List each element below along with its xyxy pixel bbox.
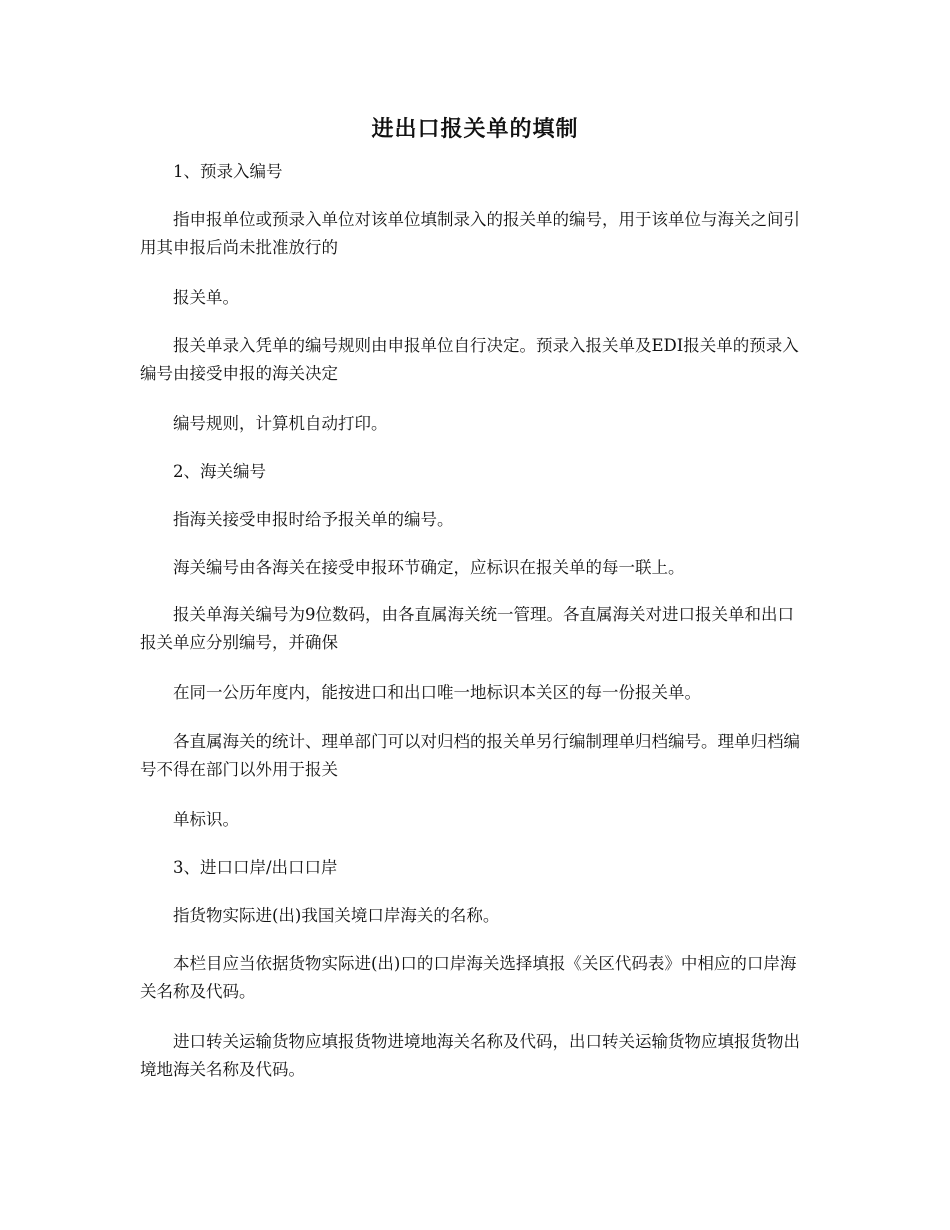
paragraph: 指货物实际进(出)我国关境口岸海关的名称。	[173, 906, 500, 925]
paragraph: 海关编号由各海关在接受申报环节确定，应标识在报关单的每一联上。	[173, 558, 685, 577]
paragraph: 本栏目应当依据货物实际进(出)口的口岸海关选择填报《关区代码表》中相应的口岸海关名称及代码。	[140, 954, 797, 1001]
paragraph-heading-2: 2、海关编号	[173, 462, 266, 481]
paragraph: 报关单录入凭单的编号规则由申报单位自行决定。预录入报关单及EDI报关单的预录入编号由接受申报的海关决定	[140, 336, 799, 383]
paragraph: 单标识。	[173, 810, 239, 829]
paragraph: 在同一公历年度内，能按进口和出口唯一地标识本关区的每一份报关单。	[173, 683, 701, 702]
paragraph: 报关单海关编号为9位数码，由各直属海关统一管理。各直属海关对进口报关单和出口报关单应分别编号，并确保	[140, 605, 794, 652]
paragraph: 指海关接受申报时给予报关单的编号。	[173, 510, 454, 529]
document-title: 进出口报关单的填制	[371, 116, 579, 142]
paragraph: 各直属海关的统计、理单部门可以对归档的报关单另行编制理单归档编号。理单归档编号不得在部门以外用于报关	[140, 732, 800, 779]
paragraph: 进口转关运输货物应填报货物进境地海关名称及代码，出口转关运输货物应填报货物出境地海关名称及代码。	[140, 1032, 800, 1079]
paragraph-heading-3: 3、进口口岸/出口口岸	[173, 858, 338, 877]
paragraph: 报关单。	[173, 288, 239, 307]
paragraph-heading-1: 1、预录入编号	[173, 162, 283, 181]
paragraph: 编号规则，计算机自动打印。	[173, 414, 388, 433]
paragraph: 指申报单位或预录入单位对该单位填制录入的报关单的编号，用于该单位与海关之间引用其申报后尚未批准放行的	[140, 210, 800, 257]
